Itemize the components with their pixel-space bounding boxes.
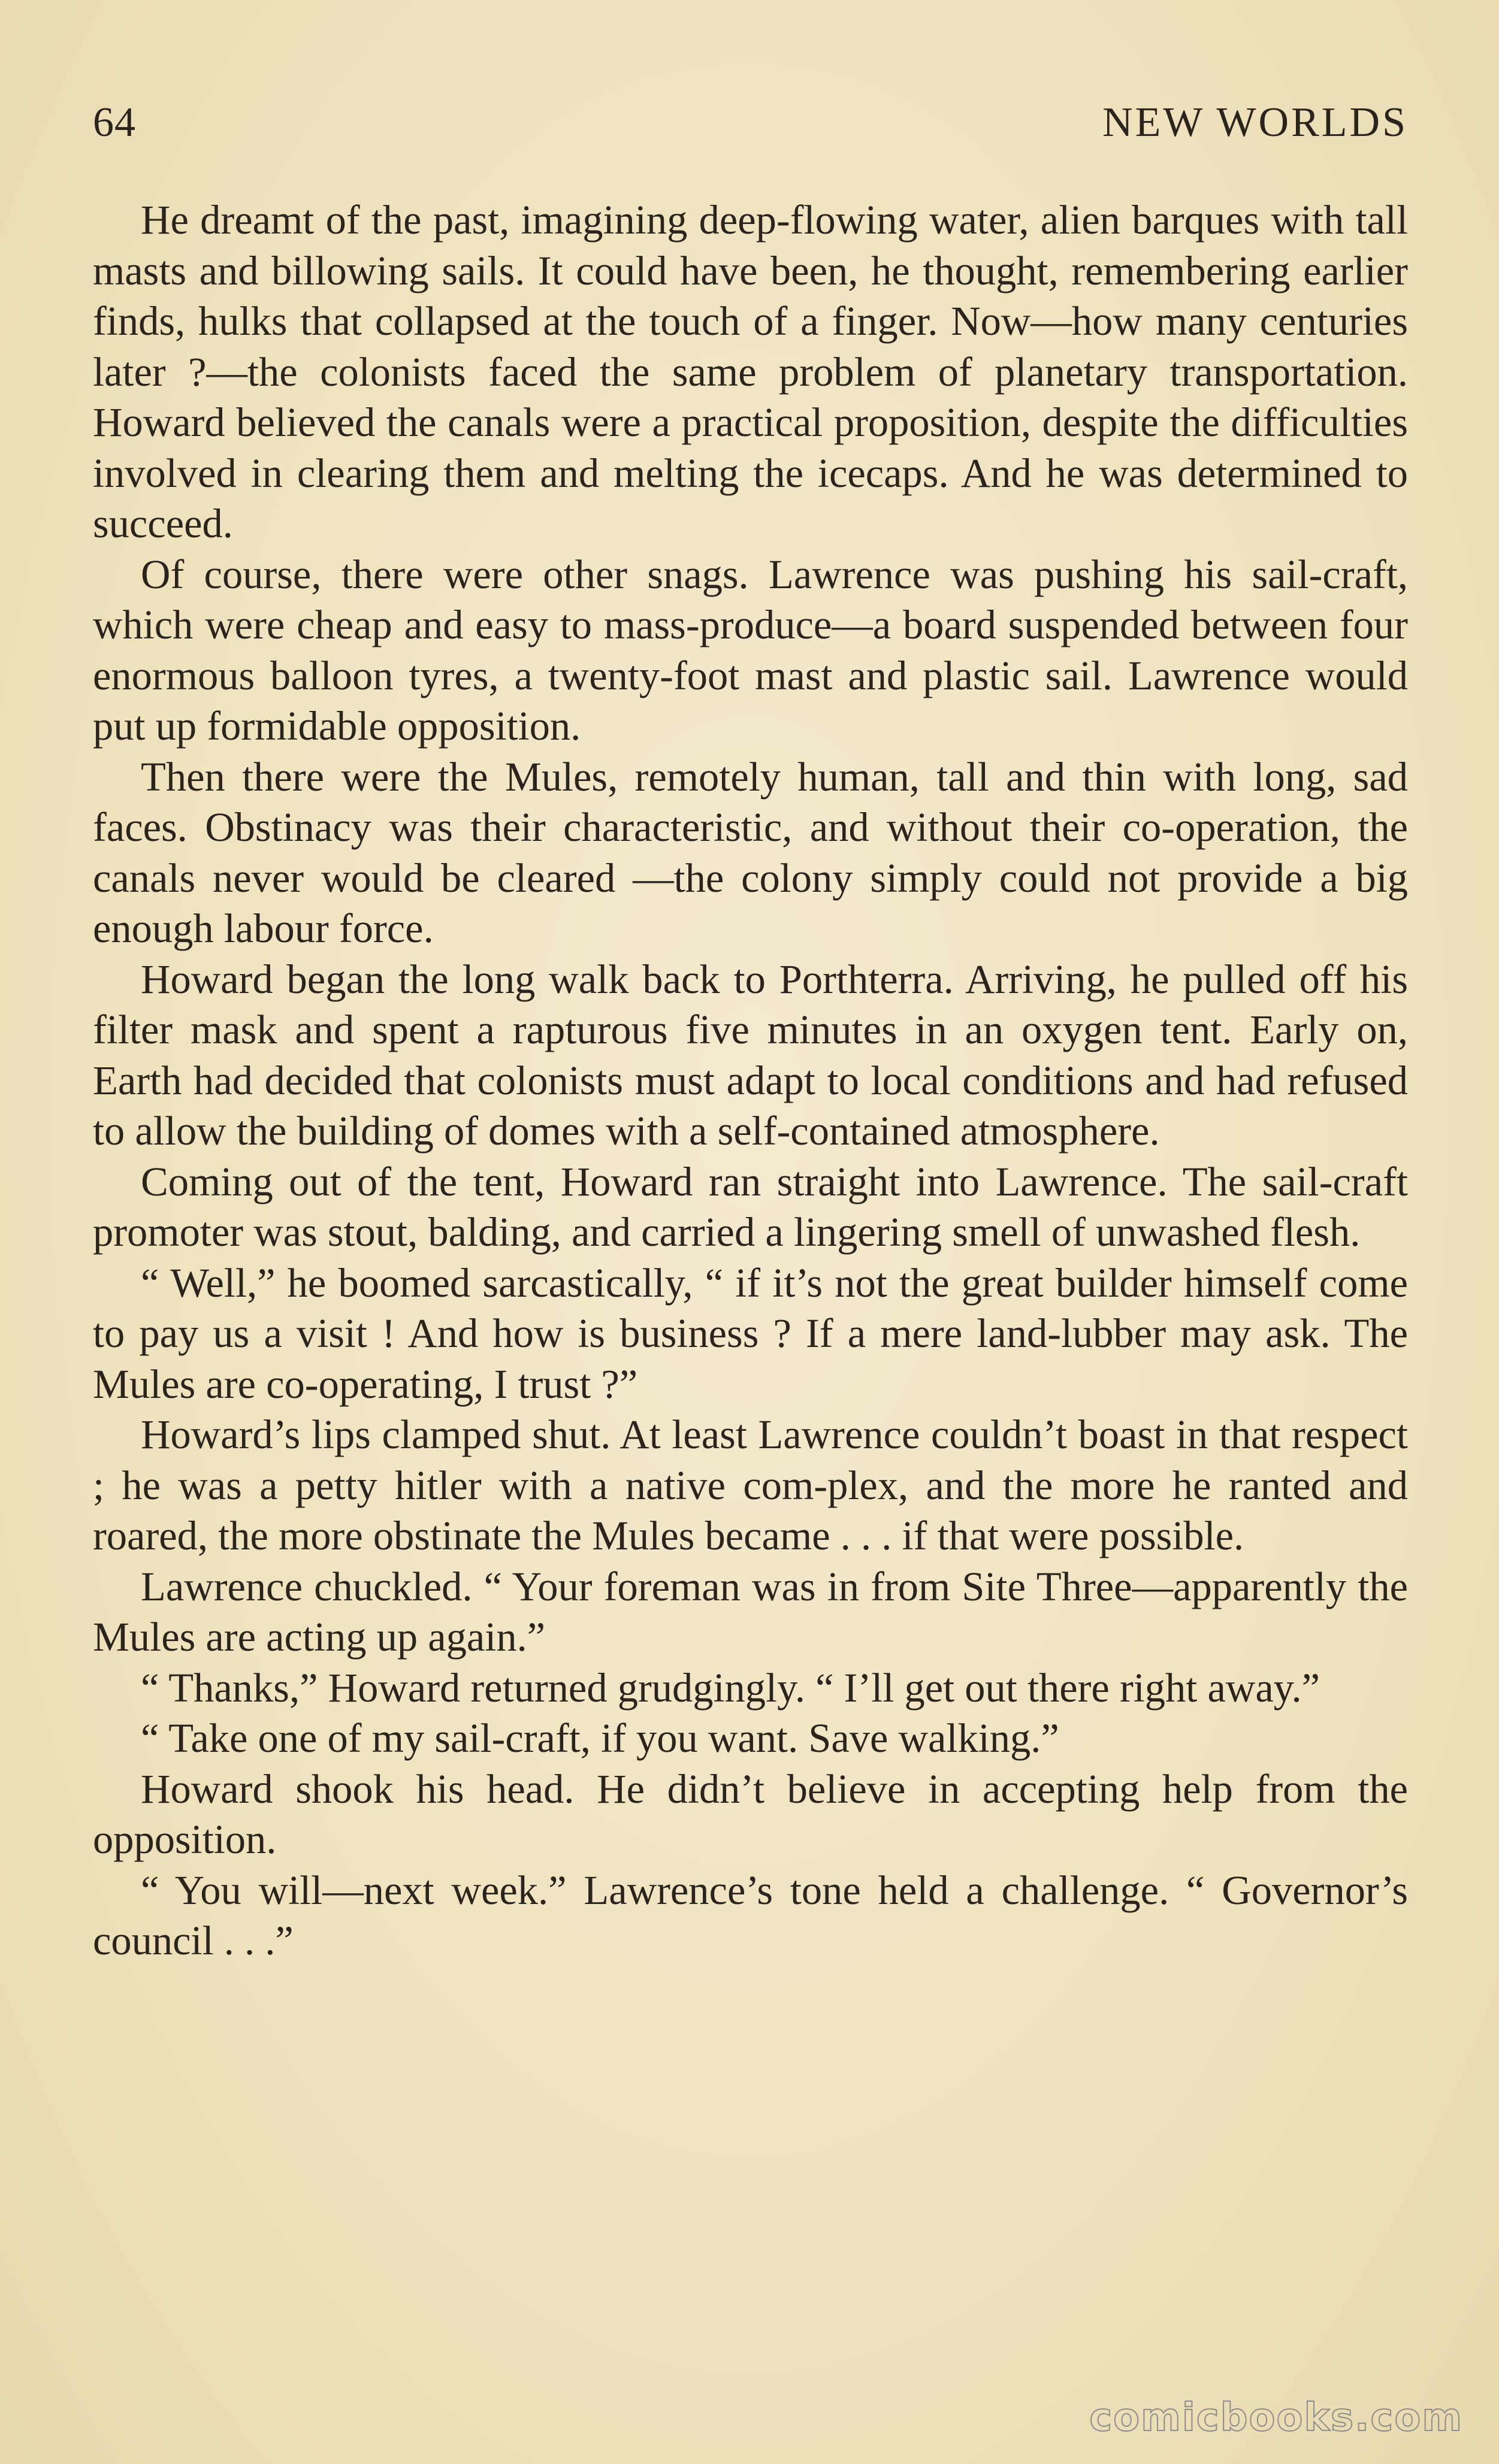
page-header	[93, 90, 1408, 156]
paragraph: Lawrence chuckled. “ Your foreman was in from Site Three—apparently the Mules are acting up again.”	[93, 1563, 1408, 1660]
paragraph: “ Take one of my sail-craft, if you want. Save walking.”	[141, 1715, 1059, 1761]
paragraph: Of course, there were other snags. Lawrence was pushing his sail-craft, which were cheap and easy to mass-produce—a board suspended between four enormous balloon tyres, a twenty-foot mast and plastic sail. Lawrence would put up formidable opposition.	[93, 551, 1408, 749]
paragraph: Coming out of the tent, Howard ran straight into Lawrence. The sail-craft promoter was stout, balding, and carried a lingering smell of unwashed flesh.	[93, 1158, 1408, 1255]
paragraph: Then there were the Mules, remotely human, tall and thin with long, sad faces. Obstinacy was their characteristic, and without their co-operation, the canals never would be cleared —the colony simply could not provide a big enough labour force.	[93, 753, 1408, 951]
paragraph: “ Thanks,” Howard returned grudgingly. “ I’ll get out there right away.”	[141, 1664, 1320, 1711]
paragraph: Howard began the long walk back to Porthterra. Arriving, he pulled off his filter mask and spent a rapturous five minutes in an oxygen tent. Early on, Earth had decided that colonists must adapt to local conditions and had refused to allow the building of domes with a self-contained atmosphere.	[93, 956, 1408, 1154]
paragraph: He dreamt of the past, imagining deep-flowing water, alien barques with tall masts and billowing sails. It could have been, he thought, remembering earlier finds, hulks that collapsed at the touch of a finger. Now—how many centuries later ?—the colonists faced the same problem of planetary transportation. Howard believed the canals were a practical proposition, despite the difficulties involved in clearing them and melting the icecaps. And he was determined to succeed.	[93, 197, 1408, 546]
body-text	[93, 195, 1408, 1966]
paragraph: “ You will—next week.” Lawrence’s tone held a challenge. “ Governor’s council . . .”	[93, 1867, 1408, 1963]
running-head: NEW WORLDS	[1102, 99, 1408, 146]
paragraph: “ Well,” he boomed sarcastically, “ if it’s not the great builder himself come to pay us a visit ! And how is business ? If a mere land-lubber may ask. The Mules are co-operating, I trust ?”	[93, 1260, 1408, 1407]
page-number: 64	[93, 99, 136, 146]
paragraph: Howard’s lips clamped shut. At least Lawrence couldn’t boast in that respect ; he was a petty hitler with a native com-plex, and the more he ranted and roared, the more obstinate the Mules became . . . if that were possible.	[93, 1412, 1408, 1558]
paragraph: Howard shook his head. He didn’t believe in accepting help from the opposition.	[93, 1766, 1408, 1862]
watermark: comicbooks.com	[1089, 2396, 1463, 2440]
